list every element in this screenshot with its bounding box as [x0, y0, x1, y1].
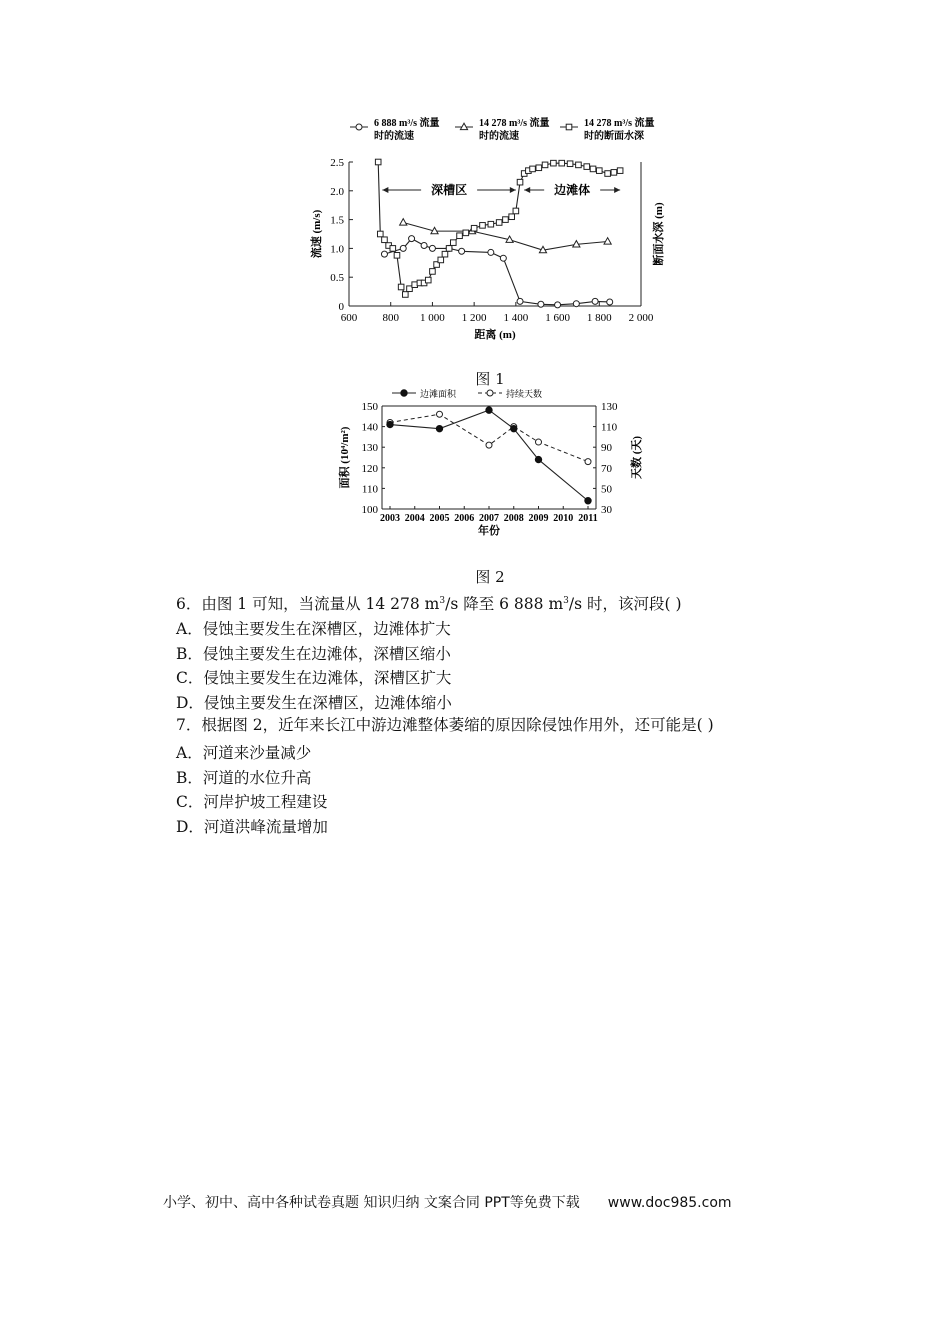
y-tick-label-right: 130 — [601, 401, 618, 413]
x-tick-label: 2009 — [528, 513, 549, 524]
data-point-square — [403, 292, 409, 298]
region-label: 边滩体 — [554, 183, 591, 197]
data-point-square — [596, 168, 602, 174]
data-point-square — [457, 233, 463, 239]
y-axis-label-left: 流速 (m/s) — [311, 209, 323, 259]
figure2-caption: 图 2 — [475, 568, 505, 586]
y-tick-label-left: 120 — [361, 462, 378, 475]
region-label: 深槽区 — [431, 183, 468, 197]
y-axis-label-right: 天数 (天) — [631, 435, 643, 480]
x-tick-label: 2008 — [503, 513, 524, 524]
data-point-area — [585, 498, 591, 504]
x-tick-label: 600 — [340, 312, 358, 324]
question-7-option-a: A．河道来沙量减少 — [176, 744, 312, 762]
y-tick-label-left: 150 — [361, 401, 378, 413]
data-point-square — [503, 217, 509, 223]
data-point-circle — [381, 251, 387, 257]
data-point-square — [567, 161, 573, 167]
data-point-area — [535, 456, 541, 462]
data-point-square — [590, 166, 596, 172]
region-arrowhead — [524, 187, 530, 193]
series-line-square — [378, 162, 620, 294]
x-tick-label: 2011 — [578, 513, 598, 524]
data-point-circle — [421, 243, 427, 249]
x-tick-label: 2003 — [380, 513, 400, 524]
y-tick-label-right: 110 — [601, 421, 618, 434]
legend-label: 持续天数 — [506, 389, 543, 399]
data-point-circle — [488, 249, 494, 255]
data-point-square — [576, 162, 582, 168]
data-point-circle — [459, 248, 465, 254]
data-point-square — [605, 171, 611, 177]
y-tick-label: 0 — [338, 301, 344, 313]
data-point-circle — [517, 298, 523, 304]
y-tick-label-right: 30 — [601, 504, 612, 516]
question-6-option-d: D．侵蚀主要发生在深槽区，边滩体缩小 — [176, 694, 452, 712]
data-point-square — [559, 160, 565, 166]
legend-label: 时的断面水深 — [584, 131, 644, 142]
series-line-days — [390, 414, 588, 461]
data-point-square — [584, 164, 590, 170]
legend-marker-square — [566, 124, 572, 130]
x-tick-label: 1 800 — [586, 312, 612, 324]
legend-marker-triangle — [460, 123, 467, 129]
y-tick-label-right: 50 — [601, 483, 612, 496]
data-point-square — [450, 240, 456, 246]
data-point-triangle — [604, 238, 611, 244]
data-point-circle — [409, 236, 415, 242]
data-point-circle — [400, 245, 406, 251]
x-tick-label: 2007 — [479, 513, 499, 524]
data-point-square — [513, 208, 519, 214]
data-point-days — [585, 459, 591, 465]
y-tick-label: 0.5 — [330, 272, 344, 285]
footer-url[interactable]: www.doc985.com — [607, 1195, 732, 1211]
data-point-square — [488, 221, 494, 227]
data-point-circle — [538, 301, 544, 307]
x-tick-label: 2010 — [553, 513, 574, 524]
x-axis-label: 距离 (m) — [474, 329, 516, 341]
data-point-square — [375, 159, 381, 165]
legend-label: 14 278 m³/s 流量 — [584, 118, 655, 129]
data-point-square — [471, 225, 477, 231]
y-tick-label-left: 140 — [361, 421, 378, 434]
data-point-square — [398, 284, 404, 290]
data-point-square — [382, 237, 388, 243]
y-tick-label-left: 110 — [361, 483, 378, 496]
data-point-area — [436, 425, 442, 431]
data-point-square — [442, 251, 448, 257]
question-6-option-c: C．侵蚀主要发生在边滩体，深槽区扩大 — [176, 669, 452, 687]
data-point-area — [486, 407, 492, 413]
x-tick-label: 2 000 — [628, 312, 654, 324]
data-point-circle — [573, 301, 579, 307]
data-point-square — [530, 166, 536, 172]
data-point-square — [542, 162, 548, 168]
x-tick-label: 1 600 — [545, 312, 570, 324]
data-point-circle — [607, 299, 613, 305]
data-point-circle — [500, 255, 506, 261]
data-point-square — [536, 165, 542, 171]
data-point-square — [611, 170, 617, 176]
y-tick-label-left: 130 — [361, 442, 378, 455]
question-6-option-a: A．侵蚀主要发生在深槽区，边滩体扩大 — [176, 620, 451, 638]
data-point-square — [617, 168, 623, 174]
x-tick-label: 2004 — [404, 513, 425, 524]
y-tick-label-right: 70 — [601, 462, 612, 475]
x-tick-label: 1 400 — [503, 312, 529, 324]
footer — [163, 1192, 732, 1212]
figure2-chart — [330, 382, 650, 542]
legend-marker-filled — [401, 390, 407, 396]
legend-label: 时的流速 — [374, 131, 414, 142]
question-7-option-c: C．河岸护坡工程建设 — [176, 793, 328, 811]
data-point-triangle — [400, 219, 407, 225]
question-6-option-b: B．侵蚀主要发生在边滩体，深槽区缩小 — [176, 645, 451, 663]
y-axis-label-right: 断面水深 (m) — [653, 202, 665, 266]
y-axis-label-left: 面积 (10⁴/m²) — [339, 426, 351, 489]
y-tick-label: 1.5 — [330, 214, 344, 227]
data-point-square — [377, 231, 383, 237]
region-arrowhead — [614, 187, 620, 193]
data-point-square — [463, 230, 469, 236]
question-7-option-d: D．河道洪峰流量增加 — [176, 818, 328, 836]
region-arrowhead — [382, 187, 388, 193]
data-point-square — [430, 269, 436, 275]
data-point-days — [437, 411, 443, 417]
data-point-square — [496, 220, 502, 226]
figure1-caption: 图 1 — [475, 370, 505, 388]
x-tick-label: 800 — [382, 312, 399, 324]
series-line-circle — [384, 239, 609, 305]
question-6-stem: 6．由图 1 可知，当流量从 14 278 $m^3/s$ 降至 6 888 $m^3/s$ 时，该河段( ) — [176, 595, 682, 614]
data-point-circle — [555, 302, 561, 308]
question-7-option-b: B．河道的水位升高 — [176, 769, 312, 787]
x-tick-label: 2006 — [454, 513, 475, 524]
data-point-area — [511, 425, 517, 431]
data-point-square — [390, 246, 396, 252]
legend-label: 6 888 m³/s 流量 — [374, 118, 440, 129]
y-tick-label: 2.0 — [330, 185, 344, 198]
data-point-square — [480, 223, 486, 229]
x-axis-label: 年份 — [478, 525, 500, 537]
figure1-chart — [300, 112, 680, 352]
x-tick-label: 2005 — [429, 513, 450, 524]
legend-label: 14 278 m³/s 流量 — [479, 118, 550, 129]
x-tick-label: 1 000 — [420, 312, 445, 324]
data-point-circle — [429, 245, 435, 251]
footer-text: 小学、初中、高中各种试卷真题 知识归纳 文案合同 PPT等免费下载 — [163, 1195, 580, 1211]
data-point-square — [394, 253, 400, 259]
data-point-days — [536, 439, 542, 445]
data-point-square — [446, 246, 452, 252]
y-tick-label: 1.0 — [330, 243, 344, 256]
data-point-square — [517, 179, 523, 185]
data-point-square — [551, 160, 557, 166]
data-point-days — [486, 442, 492, 448]
data-point-circle — [592, 298, 598, 304]
legend-marker-open — [487, 390, 493, 396]
data-point-square — [425, 277, 431, 283]
y-tick-label-right: 90 — [601, 442, 612, 455]
data-point-square — [509, 214, 515, 220]
y-tick-label: 2.5 — [330, 157, 344, 169]
legend-label: 时的流速 — [479, 131, 519, 142]
series-line-area — [390, 410, 588, 501]
region-arrowhead — [510, 187, 516, 193]
y-tick-label-left: 100 — [361, 504, 378, 516]
x-tick-label: 1 200 — [461, 312, 487, 324]
data-point-area — [387, 421, 393, 427]
legend-label: 边滩面积 — [420, 389, 457, 399]
legend-marker-circle — [356, 124, 362, 130]
data-point-square — [438, 257, 444, 263]
question-7-stem: 7．根据图 2，近年来长江中游边滩整体萎缩的原因除侵蚀作用外，还可能是( ) — [176, 716, 714, 734]
